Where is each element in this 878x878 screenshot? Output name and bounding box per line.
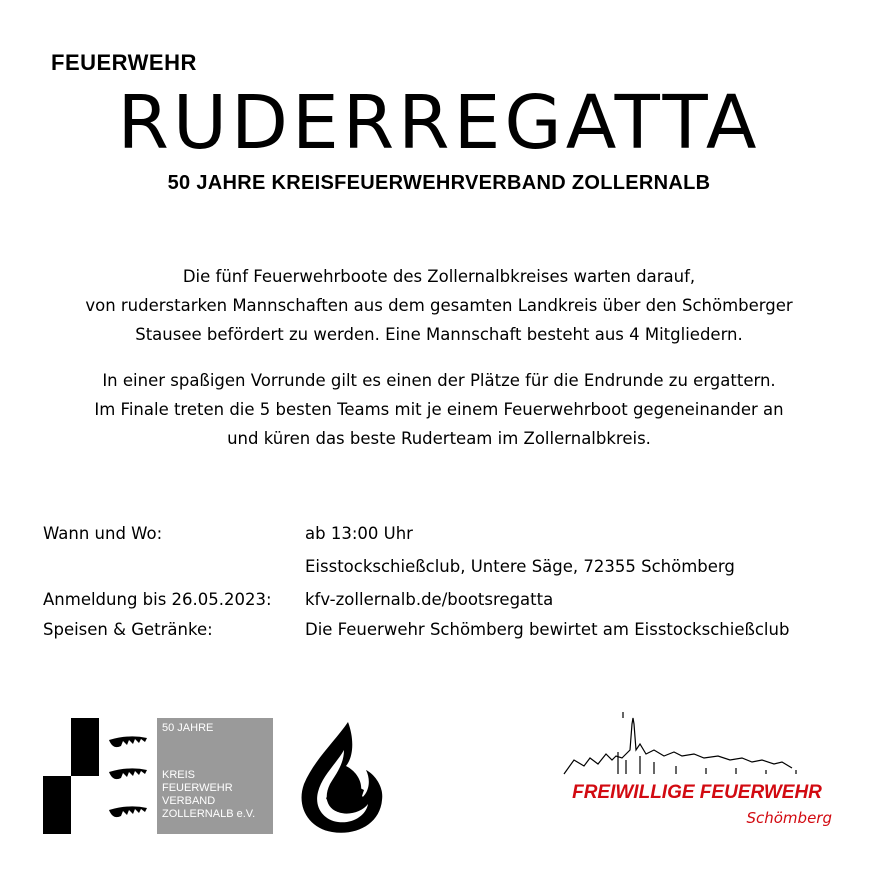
info-value: Die Feuerwehr Schömberg bewirtet am Eisstockschießclub — [305, 620, 790, 639]
header-kicker: FEUERWEHR — [51, 50, 197, 75]
intro-line: und küren das beste Ruderteam im Zollernalbkreis. — [227, 429, 651, 448]
intro-line: In einer spaßigen Vorrunde gilt es einen der Plätze für die Endrunde zu ergattern. — [102, 371, 776, 390]
info-value: ab 13:00 Uhr — [305, 524, 413, 543]
kfv-years: 50 JAHRE — [162, 722, 214, 734]
flame-lion-logo — [296, 720, 388, 836]
kfv-logo — [43, 718, 273, 834]
town-skyline-icon — [556, 712, 836, 782]
kfv-logo-box — [157, 718, 273, 834]
info-label: Anmeldung bis 26.05.2023: — [43, 590, 272, 609]
ffw-logo — [556, 712, 836, 840]
intro-paragraph-1 — [0, 262, 878, 349]
registration-link[interactable]: kfv-zollernalb.de/bootsregatta — [305, 590, 554, 609]
ffw-place: Schömberg — [746, 809, 832, 827]
kfv-name-line: KREIS — [162, 769, 196, 781]
kfv-name-line: FEUERWEHR — [162, 782, 233, 794]
info-label: Wann und Wo: — [43, 524, 163, 543]
intro-line: Stausee befördert zu werden. Eine Mannschaft besteht aus 4 Mitgliedern. — [135, 325, 743, 344]
info-value: Eisstockschießclub, Untere Säge, 72355 Schömberg — [305, 557, 735, 576]
page-subtitle: 50 JAHRE KREISFEUERWEHRVERBAND ZOLLERNALB — [167, 172, 711, 194]
kfv-name — [162, 769, 255, 821]
intro-paragraph-2 — [0, 366, 878, 453]
info-label: Speisen & Getränke: — [43, 620, 213, 639]
intro-line: von ruderstarken Mannschaften aus dem gesamten Landkreis über den Schömberger — [85, 296, 793, 315]
page-title: RUDERREGATTA — [117, 80, 761, 166]
intro-line: Die fünf Feuerwehrboote des Zollernalbkreises warten darauf, — [182, 267, 696, 286]
checker-antlers-icon — [43, 718, 157, 834]
kfv-name-line: VERBAND — [162, 795, 216, 807]
flame-lion-icon — [296, 720, 388, 836]
ffw-name: FREIWILLIGE FEUERWEHR — [572, 782, 822, 803]
intro-line: Im Finale treten die 5 besten Teams mit je einem Feuerwehrboot gegeneinander an — [94, 400, 784, 419]
kfv-name-line: ZOLLERNALB e.V. — [162, 808, 256, 820]
